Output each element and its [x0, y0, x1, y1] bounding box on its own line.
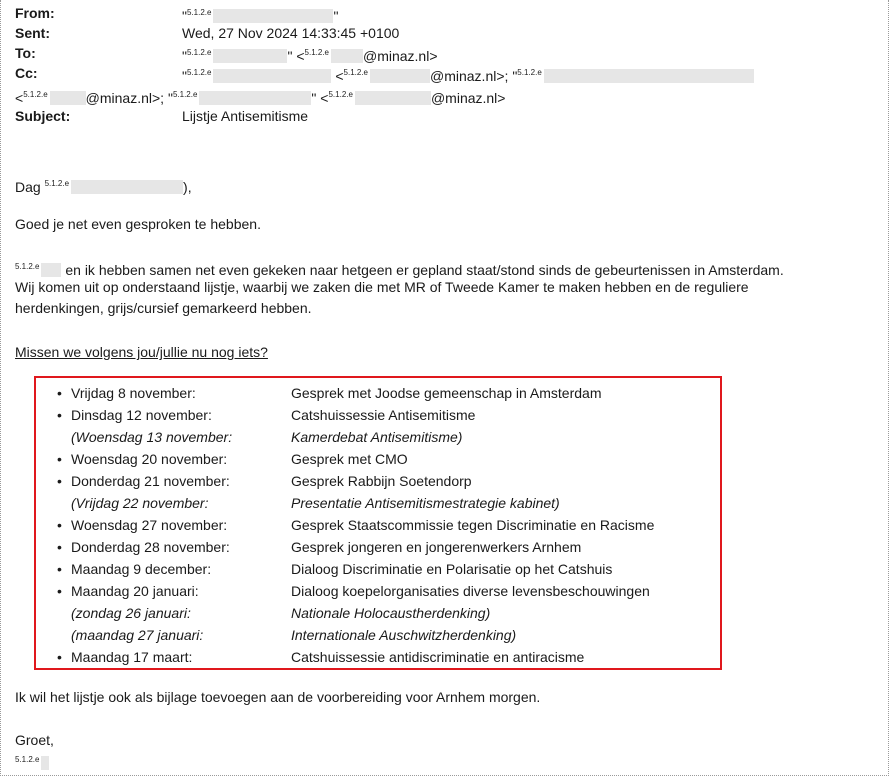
agenda-item	[52, 559, 712, 581]
redaction-code: 5.1.2.e	[15, 755, 40, 764]
to-value: "$^{5.1.2.e}$ " <$^{5.1.2.e}$ @minaz.nl>	[182, 48, 438, 64]
agenda-date: (zondag 26 januari:	[71, 605, 191, 621]
agenda-date: Dinsdag 12 november:	[71, 407, 212, 423]
body-para-1-line-2: Wij komen uit op onderstaand lijstje, waarbij we zaken die met MR of Tweede Kamer te maken hebben en de reguliere	[15, 279, 749, 295]
agenda-item	[52, 405, 712, 427]
signature	[15, 751, 49, 772]
sign-off: Groet,	[15, 732, 54, 748]
body-line-1: Goed je net even gesproken te hebben.	[15, 216, 261, 232]
quote: "	[182, 8, 187, 24]
redaction-block	[331, 49, 363, 63]
redaction-code: 5.1.2.e	[517, 68, 542, 77]
agenda-date: Donderdag 21 november:	[71, 473, 230, 489]
redaction-code: 5.1.2.e	[15, 262, 40, 271]
agenda-item	[52, 603, 712, 625]
redaction-block	[355, 91, 431, 105]
cc-label: Cc:	[15, 65, 38, 81]
agenda-date: (Vrijdag 22 november:	[71, 495, 209, 511]
agenda-event: Catshuissessie antidiscriminatie en antiracisme	[291, 649, 585, 665]
agenda-date: (maandag 27 januari:	[71, 627, 204, 643]
redaction-block	[41, 263, 61, 277]
body-para-1-line-3: herdenkingen, grijs/cursief gemarkeerd hebben.	[15, 300, 312, 316]
agenda-item	[52, 625, 712, 647]
agenda-event: Nationale Holocaustherdenking)	[291, 605, 491, 621]
greeting-prefix: Dag	[15, 179, 41, 195]
redaction-block	[199, 91, 311, 105]
closing-line: Ik wil het lijstje ook als bijlage toevoegen aan de voorbereiding voor Arnhem morgen.	[15, 689, 541, 705]
quote: "	[287, 48, 293, 64]
redaction-block	[544, 69, 754, 83]
quote: "	[182, 68, 187, 84]
to-label: To:	[15, 45, 36, 61]
agenda-date: Woensdag 27 november:	[71, 517, 228, 533]
bullet: •	[57, 385, 62, 401]
quote: "	[512, 68, 518, 84]
cc-value-line2: <$^{5.1.2.e}$ @minaz.nl>; "$^{5.1.2.e}$ " <$^{5.1.2.e}$ @minaz.nl>	[15, 90, 506, 106]
agenda-item	[52, 581, 712, 603]
redaction-code: 5.1.2.e	[186, 48, 212, 57]
question-line: Missen we volgens jou/jullie nu nog iets?	[15, 344, 268, 360]
bullet: •	[57, 407, 62, 423]
sent-value: Wed, 27 Nov 2024 14:33:45 +0100	[182, 25, 400, 41]
bullet: •	[57, 583, 62, 599]
agenda-list	[52, 383, 712, 669]
agenda-date: Woensdag 20 november:	[71, 451, 228, 467]
redaction-block	[71, 180, 183, 194]
from-value	[182, 4, 338, 25]
agenda-item	[52, 471, 712, 493]
from-label: From:	[15, 5, 55, 21]
agenda-date: Maandag 20 januari:	[71, 583, 199, 599]
agenda-date: (Woensdag 13 november:	[71, 429, 233, 445]
agenda-event: Catshuissessie Antisemitisme	[291, 407, 476, 423]
redaction-block	[213, 9, 333, 23]
agenda-event: Dialoog koepelorganisaties diverse levensbeschouwingen	[291, 583, 650, 599]
greeting-suffix: ),	[183, 179, 192, 195]
bullet: •	[57, 473, 62, 489]
redaction-code: 5.1.2.e	[328, 90, 353, 99]
agenda-item	[52, 537, 712, 559]
redaction-code: 5.1.2.e	[186, 68, 212, 77]
email-domain: @minaz.nl>;	[85, 90, 165, 106]
bullet: •	[57, 517, 62, 533]
redaction-block	[50, 91, 86, 105]
agenda-event: Internationale Auschwitzherdenking)	[291, 627, 517, 643]
quote: "	[333, 8, 339, 24]
agenda-event: Presentatie Antisemitismestrategie kabinet)	[291, 495, 560, 511]
agenda-event: Gesprek jongeren en jongerenwerkers Arnhem	[291, 539, 582, 555]
redaction-code: 5.1.2.e	[186, 8, 212, 17]
redaction-code: 5.1.2.e	[304, 48, 329, 57]
agenda-date: Donderdag 28 november:	[71, 539, 230, 555]
agenda-date: Maandag 9 december:	[71, 561, 212, 577]
sent-label: Sent:	[15, 25, 50, 41]
agenda-date: Maandag 17 maart:	[71, 649, 193, 665]
agenda-item	[52, 515, 712, 537]
subject-value: Lijstje Antisemitisme	[182, 108, 309, 124]
redaction-block	[370, 69, 430, 83]
redaction-code: 5.1.2.e	[23, 90, 48, 99]
greeting	[15, 175, 192, 196]
agenda-event: Gesprek Staatscommissie tegen Discriminatie en Racisme	[291, 517, 655, 533]
redaction-block	[213, 69, 331, 83]
agenda-event: Gesprek met CMO	[291, 451, 408, 467]
redaction-code: 5.1.2.e	[44, 179, 70, 188]
redaction-code: 5.1.2.e	[343, 68, 368, 77]
agenda-event: Gesprek Rabbijn Soetendorp	[291, 473, 472, 489]
quote: "	[311, 90, 317, 106]
redaction-block	[41, 756, 49, 770]
agenda-date: Vrijdag 8 november:	[71, 385, 196, 401]
email-domain: @minaz.nl>	[430, 90, 506, 106]
bullet: •	[57, 649, 62, 665]
quote: "	[167, 90, 173, 106]
subject-label: Subject:	[15, 108, 71, 124]
agenda-item	[52, 383, 712, 405]
bullet: •	[57, 451, 62, 467]
cc-value-line1: "$^{5.1.2.e}$ <$^{5.1.2.e}$ @minaz.nl>; "$^{5.1.2.e}$	[182, 64, 754, 85]
body-para-1-line-1	[15, 258, 784, 279]
agenda-event: Kamerdebat Antisemitisme)	[291, 429, 463, 445]
agenda-event: Dialoog Discriminatie en Polarisatie op het Catshuis	[291, 561, 613, 577]
agenda-item	[52, 647, 712, 669]
bullet: •	[57, 539, 62, 555]
agenda-item	[52, 493, 712, 515]
agenda-event: Gesprek met Joodse gemeenschap in Amsterdam	[291, 385, 602, 401]
email-domain: @minaz.nl>;	[430, 68, 509, 84]
bullet: •	[57, 561, 62, 577]
agenda-item	[52, 427, 712, 449]
quote: "	[182, 48, 187, 64]
redaction-code: 5.1.2.e	[172, 90, 198, 99]
para1-text: en ik hebben samen net even gekeken naar hetgeen er gepland staat/stond sinds de gebeurtenissen in Amsterdam.	[65, 262, 784, 278]
redaction-block	[213, 49, 287, 63]
email-domain: @minaz.nl>	[362, 48, 438, 64]
agenda-item	[52, 449, 712, 471]
